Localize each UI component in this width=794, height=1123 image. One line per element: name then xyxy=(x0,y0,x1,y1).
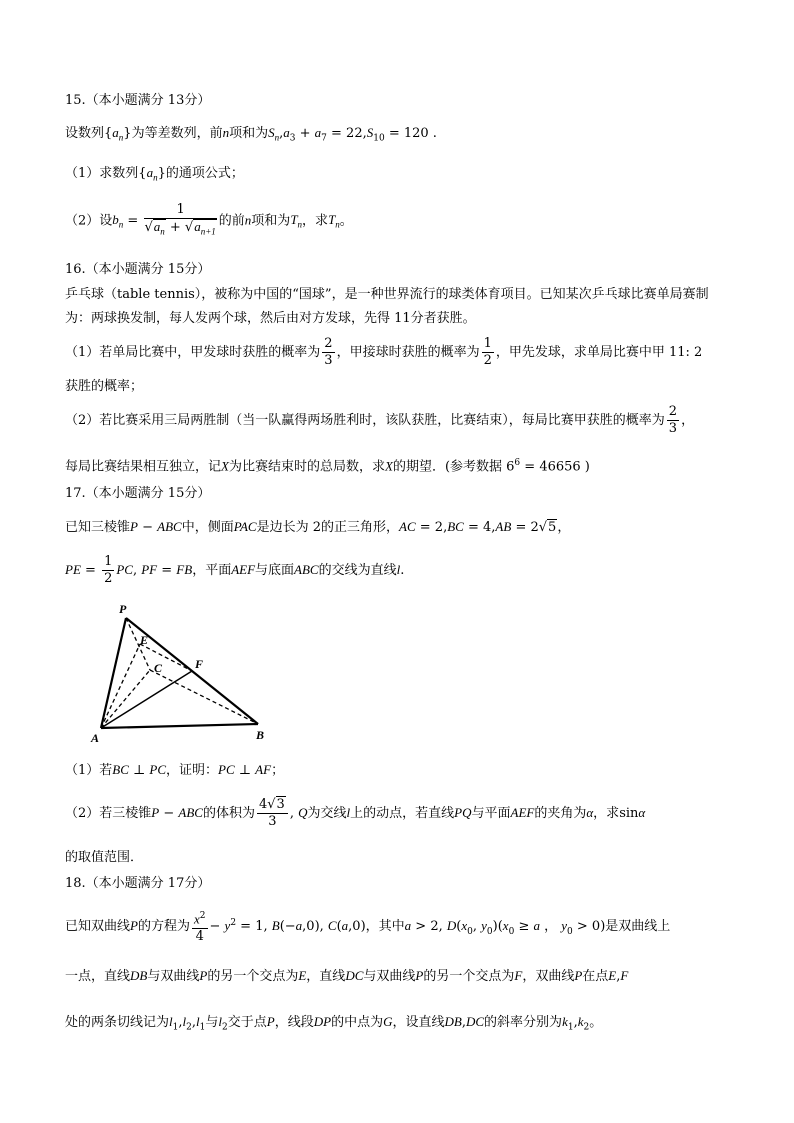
q17-stem-2: PE = $\frac{1}{2}$ PC, PF = FB，平面AEF与底面ABC的交线为直线l. xyxy=(65,554,405,586)
q15-fraction: $\frac{1}{√a_n + √a_{n+1}}$ xyxy=(144,202,216,237)
q16-line2: 为：两球换发制，每人发两个球，然后由对方发球，先得 11分者获胜。 xyxy=(65,311,476,326)
q17-part2-cont: 的取值范围． xyxy=(65,850,144,865)
q16-part1-cont: 获胜的概率； xyxy=(65,379,144,394)
fig-label-E: E xyxy=(140,633,149,647)
q16-line1: 乒乓球（table tennis），被称为中国的“国球”，是一种世界流行的球类体育项目。已知某次乒乓球比赛单局赛制 xyxy=(65,287,709,302)
fig-label-P: P xyxy=(119,602,127,616)
q17-part2: （2）若三棱锥P − ABC的体积为 $\frac{4√3}{3}$ , Q为交线l上的动点，若直线PQ与平面AEF的夹角为α，求sinα xyxy=(65,797,646,829)
q17-pyramid-figure xyxy=(88,598,278,748)
fig-label-C: C xyxy=(154,661,163,675)
q15-part1: （1）求数列$\{a_n\}$的通项公式； xyxy=(65,165,244,183)
q16-part1: （1）若单局比赛中，甲发球时获胜的概率为 $\frac{2}{3}$ ，甲接球时获胜的概率为 $\frac{1}{2}$ ，甲先发球，求单局比赛中甲 11: 2 xyxy=(65,336,703,368)
fig-label-A: A xyxy=(91,731,100,745)
q16-part2: （2）若比赛采用三局两胜制（当一队赢得两场胜利时，该队获胜，比赛结束），每局比赛甲获胜的概率为 $\frac{2}{3}$ ， xyxy=(65,404,695,436)
q17-header: 17.（本小题满分 15分） xyxy=(65,486,211,501)
q16-part2-cont: 每局比赛结果相互独立，记X为比赛结束时的总局数，求X的期望．(参考数据 $6^6 = 46656$ ) xyxy=(65,458,590,475)
q18-line2: 一点，直线DB与双曲线P的另一个交点为E，直线DC与双曲线P的另一个交点为F，双曲线P在点E,F xyxy=(65,968,629,984)
q16-header: 16.（本小题满分 15分） xyxy=(65,262,211,277)
fig-label-B: B xyxy=(256,728,265,742)
q18-line1: 已知双曲线P的方程为 $\frac{x^2}{4}$ − $y^2 = 1$, B(−a,0), C(a,0)，其中a > 2, $D(x_0$, $y_0)(x_0 \ge a$ ， $y_0 > 0$)是双曲线上 xyxy=(65,908,670,945)
q18-header: 18.（本小题满分 17分） xyxy=(65,876,211,891)
q17-stem: 已知三棱锥P − ABC中，侧面PAC是边长为 2的正三角形，AC = 2,BC = 4,AB = 2√5， xyxy=(65,519,571,535)
fig-label-F: F xyxy=(195,657,204,671)
q18-line3: 处的两条切线记为$l_1,l_2,l_1$与$l_2$交于点P，线段DP的中点为G，设直线DB,DC的斜率分别为$k_1,k_2$。 xyxy=(65,1014,603,1033)
q15-stem: 设数列$\{a_n\}$为等差数列，前n项和为$S_n,a_3 + a_7 = 22,S_{10} = 120$ . xyxy=(65,125,437,144)
q17-part1: （1）若BC ⊥ PC，证明：PC ⊥ AF； xyxy=(65,762,285,778)
q15-part2: （2）设$b_n$ = $\frac{1}{√a_n + √a_{n+1}}$ 的前n项和为$T_n$，求$T_n$。 xyxy=(65,202,353,240)
q15-header: 15.（本小题满分 13分） xyxy=(65,93,211,108)
